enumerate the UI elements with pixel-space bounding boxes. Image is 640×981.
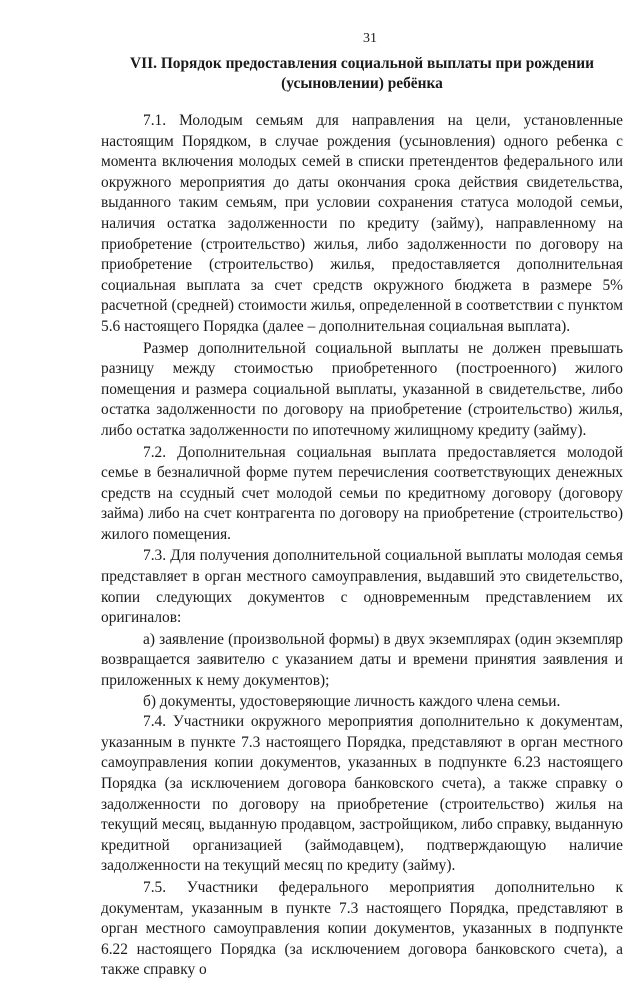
- section-title-line-1: VII. Порядок предоставления социальной выплаты при рождении: [130, 55, 594, 72]
- paragraph-7-1: 7.1. Молодым семьям для направления на цели, установленные настоящим Порядком, в случае рождения (усыновления) одного ребенка с момента включения молодых семей в списки претендентов федерального или окружного мероприятия до даты окончания срока действия свидетельства, выданного таким семьям, при условии сохранения статуса молодой семьи, наличия остатка задолженности по кредиту (займу), направленному на приобретение (строительство) жилья, либо задолженности по договору на приобретение (строительство) жилья, предоставляется дополнительная социальная выплата за счет средств окружного бюджета в размере 5% расчетной (средней) стоимости жилья, определенной в соответствии с пунктом 5.6 настоящего Порядка (далее – дополнительная социальная выплата).: [101, 112, 623, 335]
- paragraph-7-4: 7.4. Участники окружного мероприятия дополнительно к документам, указанным в пункте 7.3 настоящего Порядка, представляют в орган местного самоуправления копии документов, указанных в подпункте 6.23 настоящего Порядка (за исключением договора банковского счета), а также справку о задолженности по договору на приобретение (строительство) жилья на текущий месяц, выданную продавцом, застройщиком, либо справку, выданную кредитной организацией (займодавцем), подтверждающую наличие задолженности на текущий месяц по кредиту (займу).: [101, 713, 623, 875]
- paragraph-7-3: 7.3. Для получения дополнительной социальной выплаты молодая семья представляет в орган местного самоуправления, выдавший это свидетельство, копии следующих документов с одновременным представлением их оригиналов:: [101, 547, 623, 627]
- page-number: 31: [363, 31, 377, 46]
- section-title: [101, 54, 623, 94]
- list-item-a: а) заявление (произвольной формы) в двух экземплярах (один экземпляр возвращается заявителю с указанием даты и времени принятия заявления и приложенных к нему документов);: [101, 630, 623, 690]
- document-page: [101, 30, 623, 981]
- paragraph-payment-size: Размер дополнительной социальной выплаты не должен превышать разницу между стоимостью приобретенного (построенного) жилого помещения и размера социальной выплаты, указанной в свидетельстве, либо остатка задолженности по договору на приобретение (строительство) жилья, либо остатка задолженности по ипотечному жилищному кредиту (займу).: [101, 339, 623, 439]
- list-item-b: б) документы, удостоверяющие личность каждого члена семьи.: [143, 692, 561, 710]
- paragraph-7-5: 7.5. Участники федерального мероприятия дополнительно к документам, указанным в пункте 7.3 настоящего Порядка, представляют в орган местного самоуправления копии документов, указанных в подпункте 6.22 настоящего Порядка (за исключением договора банковского счета), а также справку о: [101, 878, 623, 979]
- section-title-line-2: (усыновлении) ребёнка: [281, 75, 443, 92]
- paragraph-7-2: 7.2. Дополнительная социальная выплата предоставляется молодой семье в безналичной форме путем перечисления соответствующих денежных средств на ссудный счет молодой семьи по кредитному договору (договору займа) либо на счет контрагента по договору на приобретение (строительство) жилого помещения.: [101, 443, 623, 543]
